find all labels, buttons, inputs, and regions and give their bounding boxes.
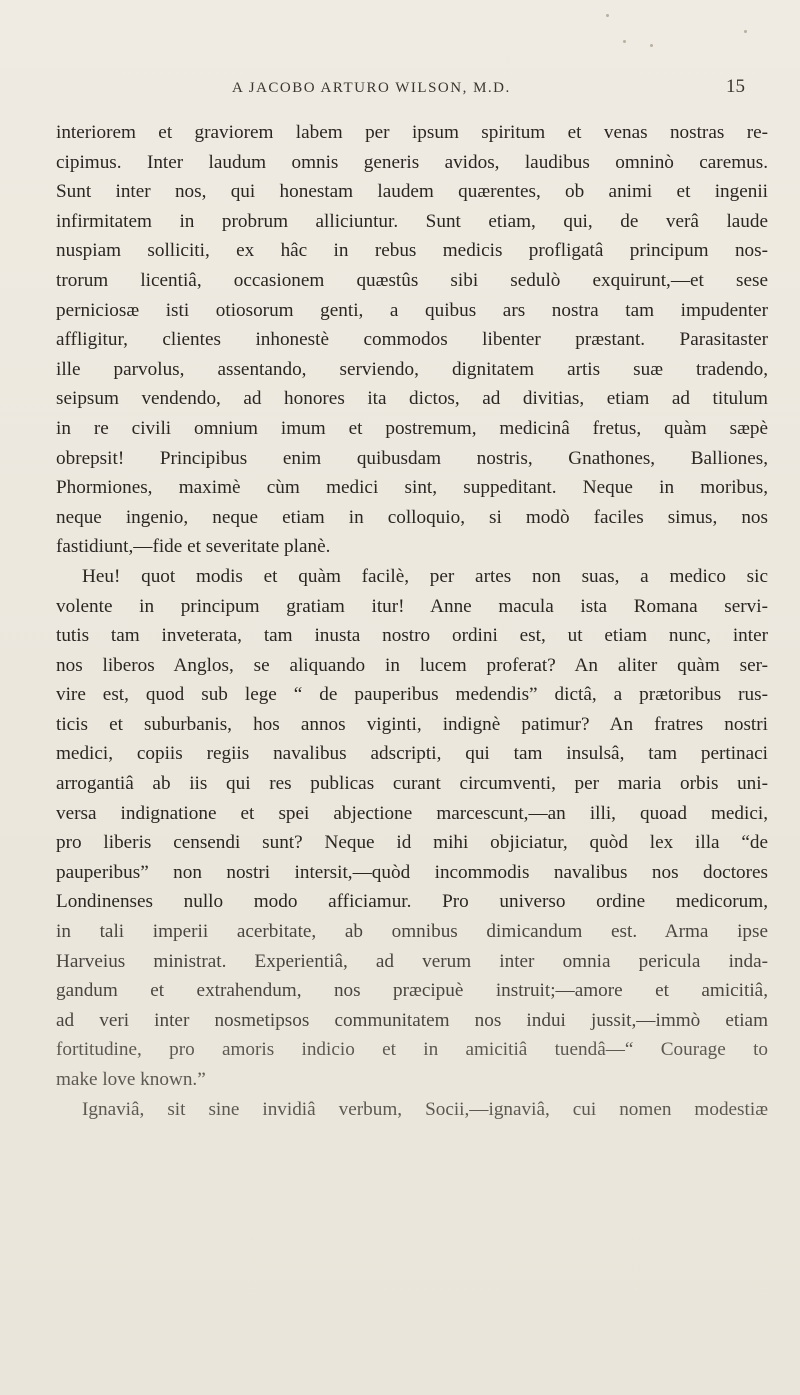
body-text (56, 118, 768, 1124)
text-line: ille parvolus, assentando, serviendo, dignitatem artis suæ tradendo, (56, 358, 768, 380)
text-line: in tali imperii acerbitate, ab omnibus dimicandum est. Arma ipse (56, 921, 768, 943)
page-number: 15 (726, 76, 745, 97)
text-line: in re civili omnium imum et postremum, medicinâ fretus, quàm sæpè (56, 417, 768, 439)
text-line: vire est, quod sub lege “ de pauperibus medendis” dictâ, a prætoribus rus- (56, 684, 768, 706)
text-line: ad veri inter nosmetipsos communitatem nos indui jussit,—immò etiam (56, 1009, 768, 1031)
text-line: trorum licentiâ, occasionem quæstûs sibi sedulò exquirunt,—et sese (56, 269, 768, 291)
text-line: affligitur, clientes inhonestè commodos libenter præstant. Parasitaster (56, 329, 768, 351)
text-line: volente in principum gratiam itur! Anne macula ista Romana servi- (56, 595, 768, 617)
text-line: perniciosæ isti otiosorum genti, a quibus ars nostra tam impudenter (56, 299, 768, 321)
text-line: pro liberis censendi sunt? Neque id mihi objiciatur, quòd lex illa “de (56, 832, 768, 854)
text-line: infirmitatem in probrum alliciuntur. Sunt etiam, qui, de verâ laude (56, 210, 768, 232)
text-line: interiorem et graviorem labem per ipsum spiritum et venas nostras re- (56, 122, 768, 143)
text-line: gandum et extrahendum, nos præcipuè instruit;—amore et amicitiâ, (56, 980, 768, 1002)
paper-speck (744, 30, 747, 33)
paper-speck (623, 40, 626, 43)
text-line: arrogantiâ ab iis qui res publicas curant circumventi, per maria orbis uni- (56, 773, 768, 795)
text-line: obrepsit! Principibus enim quibusdam nostris, Gnathones, Balliones, (56, 447, 768, 469)
text-line: neque ingenio, neque etiam in colloquio, si modò faciles simus, nos (56, 506, 768, 528)
text-line: fastidiunt,—fide et severitate planè. (56, 536, 331, 558)
running-head: A JACOBO ARTURO WILSON, M.D. (232, 80, 511, 96)
text-line: pauperibus” non nostri intersit,—quòd incommodis navalibus nos doctores (56, 861, 768, 883)
text-line: Sunt inter nos, qui honestam laudem quærentes, ob animi et ingenii (56, 181, 768, 203)
text-line: cipimus. Inter laudum omnis generis avidos, laudibus omninò caremus. (56, 151, 768, 173)
text-line: fortitudine, pro amoris indicio et in amicitiâ tuendâ—“ Courage to (56, 1039, 768, 1061)
text-line: ticis et suburbanis, hos annos viginti, indignè patimur? An fratres nostri (56, 713, 768, 735)
paper-speck (650, 44, 653, 47)
text-line: seipsum vendendo, ad honores ita dictos, ad divitias, etiam ad titulum (56, 388, 768, 410)
text-line: nos liberos Anglos, se aliquando in lucem proferat? An aliter quàm ser- (56, 654, 768, 676)
paper-speck (606, 14, 609, 17)
text-line: versa indignatione et spei abjectione marcescunt,—an illi, quoad medici, (56, 802, 768, 824)
text-line: Harveius ministrat. Experientiâ, ad verum inter omnia pericula inda- (56, 950, 768, 972)
text-line: medici, copiis regiis navalibus adscripti, qui tam insulsâ, tam pertinaci (56, 743, 768, 765)
text-line: tutis tam inveterata, tam inusta nostro ordini est, ut etiam nunc, inter (56, 625, 768, 647)
text-line: Heu! quot modis et quàm facilè, per artes non suas, a medico sic (82, 565, 768, 587)
text-line: Londinenses nullo modo afficiamur. Pro universo ordine medicorum, (56, 891, 768, 913)
text-line: Phormiones, maximè cùm medici sint, suppeditant. Neque in moribus, (56, 477, 768, 499)
text-line: nuspiam solliciti, ex hâc in rebus medicis profligatâ principum nos- (56, 240, 768, 262)
text-line: make love known.” (56, 1069, 206, 1090)
text-line: Ignaviâ, sit sine invidiâ verbum, Socii,—ignaviâ, cui nomen modestiæ (82, 1098, 768, 1120)
